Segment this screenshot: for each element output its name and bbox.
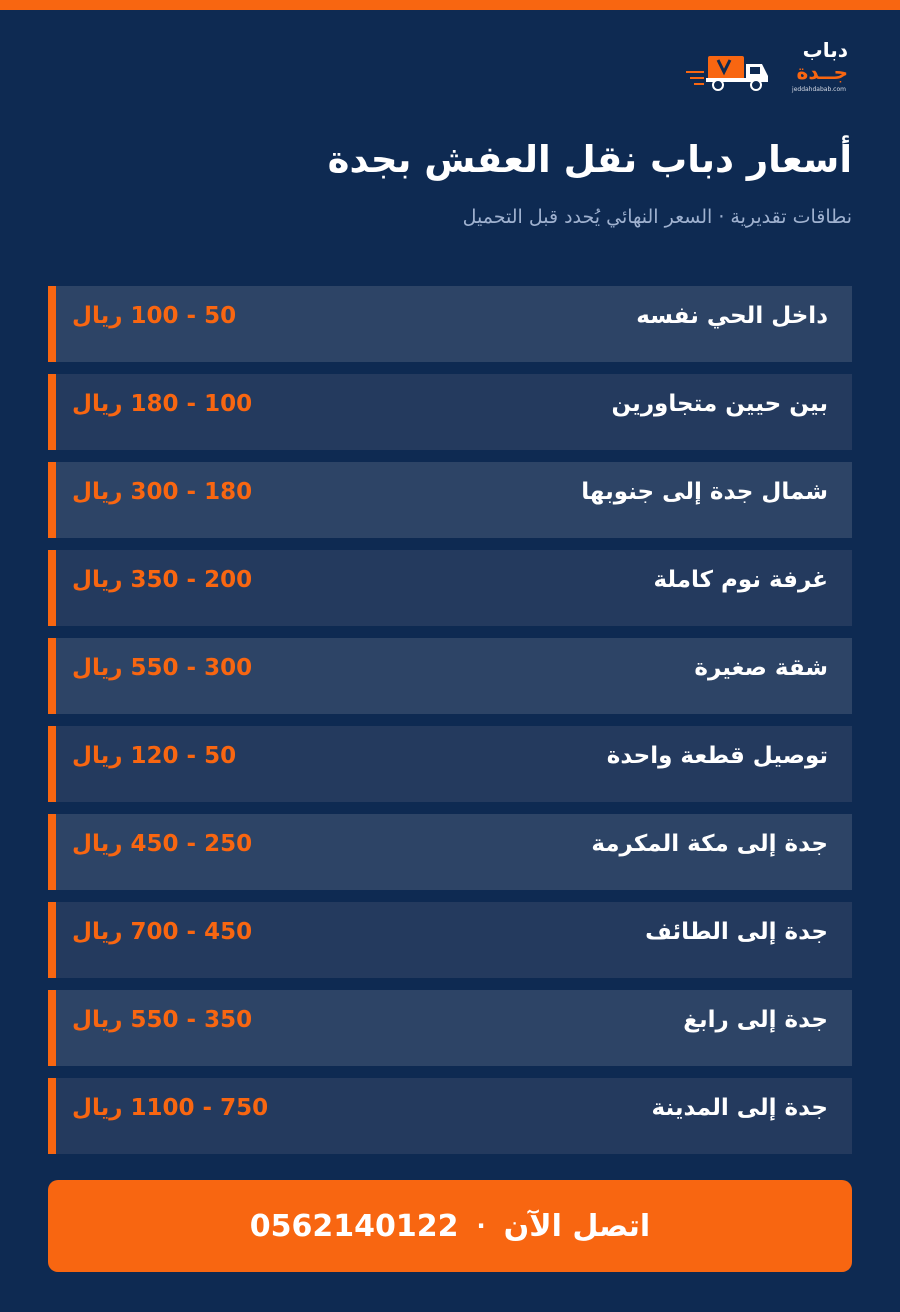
price-row-label: شقة صغيرة: [694, 655, 828, 681]
page-subtitle: نطاقات تقديرية · السعر النهائي يُحدد قبل التحميل: [462, 206, 852, 228]
price-row-value: 750 - 1100 ريال: [72, 1095, 269, 1121]
top-accent-bar: [0, 0, 900, 10]
price-list: [48, 286, 852, 1166]
price-row-value: 450 - 700 ريال: [72, 919, 253, 945]
price-row-value: 300 - 550 ريال: [72, 655, 253, 681]
price-row-label: جدة إلى رابغ: [683, 1007, 828, 1033]
price-row: [48, 638, 852, 714]
price-row-value: 350 - 550 ريال: [72, 1007, 253, 1033]
price-row: [48, 726, 852, 802]
call-now-label: اتصل الآن: [503, 1208, 651, 1244]
price-row-label: توصيل قطعة واحدة: [606, 743, 828, 769]
price-row-label: شمال جدة إلى جنوبها: [581, 479, 828, 505]
logo-name-top: دباب: [802, 38, 848, 62]
price-row: [48, 902, 852, 978]
brand-logo: [684, 38, 852, 96]
price-row: [48, 814, 852, 890]
price-row-label: جدة إلى مكة المكرمة: [591, 831, 828, 857]
price-row-value: 250 - 450 ريال: [72, 831, 253, 857]
price-row-label: بين حيين متجاورين: [611, 391, 828, 417]
logo-name-bottom: جــدة: [796, 60, 848, 84]
price-row: [48, 374, 852, 450]
price-row-value: 100 - 180 ريال: [72, 391, 253, 417]
phone-number: 0562140122: [249, 1208, 459, 1244]
cta-separator: ·: [476, 1212, 486, 1240]
price-row-value: 200 - 350 ريال: [72, 567, 253, 593]
call-now-button[interactable]: [48, 1180, 852, 1272]
price-row: [48, 550, 852, 626]
page-title: أسعار دباب نقل العفش بجدة: [327, 138, 852, 181]
price-row-label: جدة إلى المدينة: [651, 1095, 828, 1121]
price-row-label: غرفة نوم كاملة: [653, 567, 828, 593]
price-row-value: 50 - 100 ريال: [72, 303, 237, 329]
price-row-label: جدة إلى الطائف: [645, 919, 828, 945]
truck-icon: [684, 48, 784, 92]
price-row-label: داخل الحي نفسه: [636, 303, 828, 329]
price-row-value: 50 - 120 ريال: [72, 743, 237, 769]
price-row: [48, 462, 852, 538]
price-row-value: 180 - 300 ريال: [72, 479, 253, 505]
price-row: [48, 990, 852, 1066]
price-row: [48, 286, 852, 362]
logo-url: jeddahdabab.com: [792, 86, 846, 93]
price-row: [48, 1078, 852, 1154]
